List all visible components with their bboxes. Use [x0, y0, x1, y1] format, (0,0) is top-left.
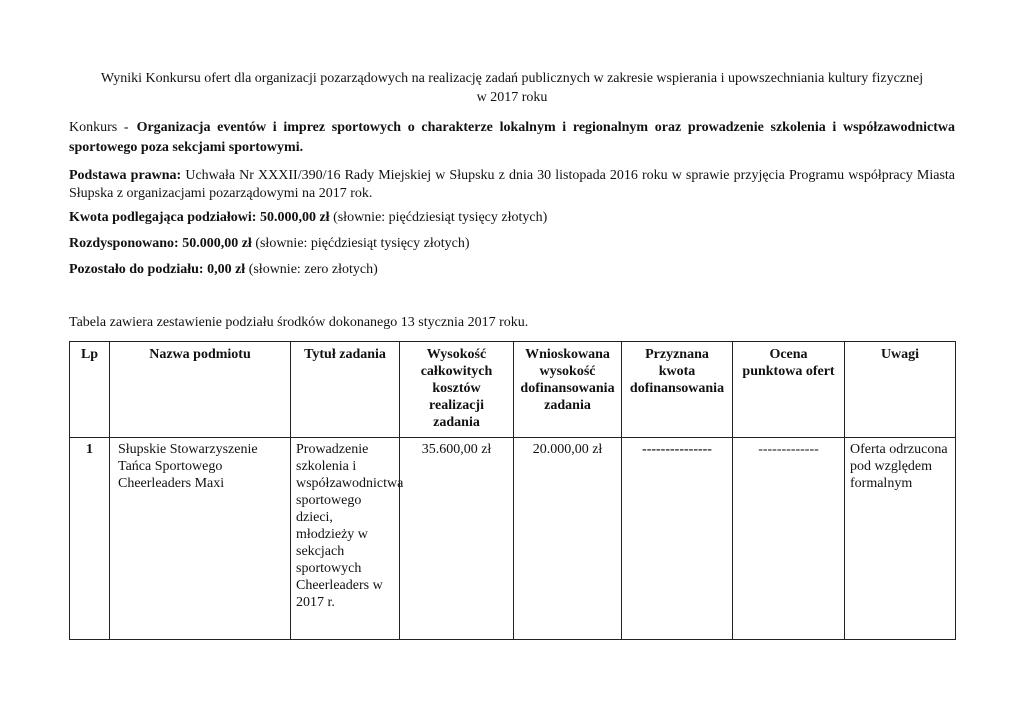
- distributed-value: 50.000,00 zł: [182, 236, 252, 251]
- title-line-1: Wyniki Konkursu ofert dla organizacji pozarządowych na realizację zadań publicznych w zakresie wspierania i upowszechniania kultury fizycznej: [100, 71, 924, 86]
- cell-score: -------------: [733, 438, 845, 640]
- title-line-2: w 2017 roku: [476, 90, 548, 105]
- header-requested-amount: Wnioskowana wysokość dofinansowania zadania: [514, 342, 622, 438]
- header-total-cost: Wysokość całkowitych kosztów realizacji zadania: [400, 342, 514, 438]
- header-score: Ocena punktowa ofert: [733, 342, 845, 438]
- cell-requested-amount: 20.000,00 zł: [514, 438, 622, 640]
- document-title: [69, 69, 955, 107]
- amount-label: Kwota podlegająca podziałowi:: [69, 210, 257, 225]
- cell-task-title: Prowadzenie szkolenia i współzawodnictwa sportowego dzieci, młodzieży w sekcjach sportowych Cheerleaders w 2017 r.: [291, 438, 400, 640]
- header-entity-name: Nazwa podmiotu: [110, 342, 291, 438]
- remaining-line: [69, 261, 955, 279]
- remaining-label: Pozostało do podziału:: [69, 262, 204, 277]
- table-row: [70, 438, 956, 640]
- table-header-row: [70, 342, 956, 438]
- distributed-line: [69, 235, 955, 253]
- cell-total-cost: 35.600,00 zł: [400, 438, 514, 640]
- cell-granted-amount: ---------------: [622, 438, 733, 640]
- distributed-label: Rozdysponowano:: [69, 236, 179, 251]
- header-granted-amount: Przyznana kwota dofinansowania: [622, 342, 733, 438]
- cell-entity-name: Słupskie Stowarzyszenie Tańca Sportowego Cheerleaders Maxi: [110, 438, 291, 640]
- amount-words: (słownie: pięćdziesiąt tysięcy złotych): [333, 210, 548, 225]
- header-task-title: Tytuł zadania: [291, 342, 400, 438]
- legal-basis-text: Uchwała Nr XXXII/390/16 Rady Miejskiej w Słupsku z dnia 30 listopada 2016 roku w sprawie przyjęcia Programu współpracy Miasta Słupska z organizacjami pozarządowymi na 2017 rok.: [69, 168, 956, 201]
- contest-prefix: Konkurs -: [69, 120, 129, 135]
- distributed-words: (słownie: pięćdziesiąt tysięcy złotych): [255, 236, 470, 251]
- results-table: [69, 341, 956, 640]
- legal-basis-paragraph: [69, 167, 955, 203]
- cell-lp: 1: [70, 438, 110, 640]
- table-intro: Tabela zawiera zestawienie podziału środków dokonanego 13 stycznia 2017 roku.: [69, 315, 529, 330]
- remaining-words: (słownie: zero złotych): [248, 262, 378, 277]
- legal-basis-label: Podstawa prawna:: [69, 168, 182, 183]
- header-notes: Uwagi: [845, 342, 956, 438]
- amount-value: 50.000,00 zł: [259, 210, 330, 225]
- contest-name: Organizacja eventów i imprez sportowych o charakterze lokalnym i regionalnym oraz prowadzenie szkolenia i współzawodnictwa sportowego poza sekcjami sportowymi.: [69, 120, 955, 155]
- remaining-value: 0,00 zł: [207, 262, 246, 277]
- header-lp: Lp: [70, 342, 110, 438]
- amount-line: [69, 209, 955, 227]
- cell-notes: Oferta odrzucona pod względem formalnym: [845, 438, 956, 640]
- contest-paragraph: [69, 118, 955, 158]
